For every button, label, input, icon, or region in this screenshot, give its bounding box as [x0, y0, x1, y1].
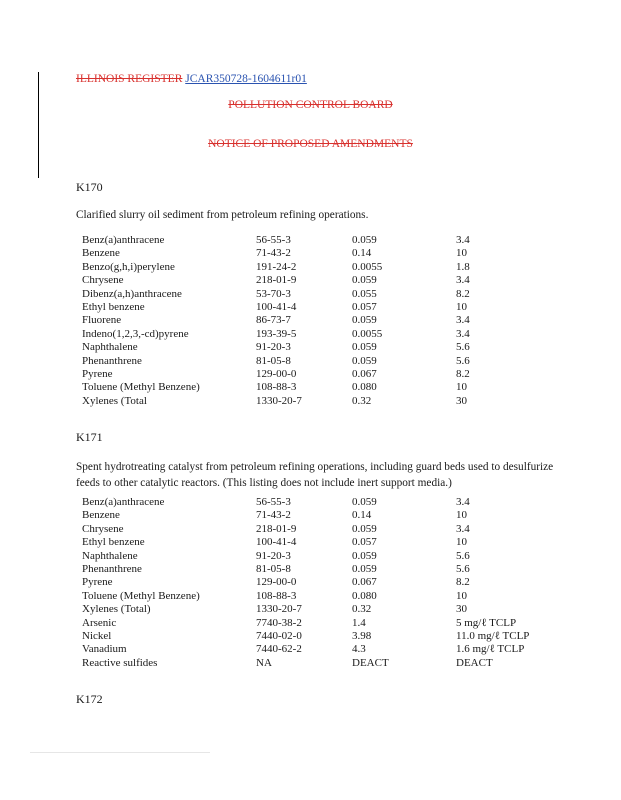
constituent-name: Chrysene [82, 522, 124, 535]
table-row [82, 603, 556, 616]
table-row [82, 590, 556, 603]
table-row [82, 328, 556, 341]
cas-number: 100-41-4 [256, 536, 297, 549]
table-row [82, 247, 556, 260]
waste-code-k170: K170 [76, 180, 103, 194]
nonwastewater-standard: DEACT [456, 656, 493, 669]
nonwastewater-standard: 10 [456, 301, 467, 314]
nonwastewater-standard: 10 [456, 536, 467, 549]
cas-number: 129-00-0 [256, 368, 297, 381]
table-row [82, 274, 556, 287]
cas-number: 1330-20-7 [256, 394, 302, 407]
nonwastewater-standard: 1.8 [456, 260, 470, 273]
wastewater-standard: 0.14 [352, 509, 372, 522]
wastewater-standard: 0.059 [352, 563, 377, 576]
wastewater-standard: 0.059 [352, 549, 377, 562]
nonwastewater-standard: 5.6 [456, 341, 470, 354]
table-row [82, 368, 556, 381]
nonwastewater-standard: 8.2 [456, 287, 470, 300]
cas-number: 129-00-0 [256, 576, 297, 589]
nonwastewater-standard: 10 [456, 589, 467, 602]
wastewater-standard: 0.059 [352, 234, 377, 246]
constituent-name: Pyrene [82, 368, 113, 381]
revision-change-bar [38, 72, 39, 178]
table-row [82, 234, 556, 247]
waste-code-k171: K171 [76, 430, 103, 444]
wastewater-standard: 0.059 [352, 341, 377, 354]
wastewater-standard: 0.057 [352, 536, 377, 549]
table-row [82, 261, 556, 274]
wastewater-standard: 0.32 [352, 603, 372, 616]
constituent-name: Benzo(g,h,i)perylene [82, 260, 175, 273]
table-row [82, 523, 556, 536]
constituent-name: Naphthalene [82, 341, 138, 354]
nonwastewater-standard: 30 [456, 394, 467, 407]
board-header [0, 99, 621, 111]
wastewater-standard: 0.059 [352, 354, 377, 367]
constituent-name: Phenanthrene [82, 354, 142, 367]
nonwastewater-standard: 8.2 [456, 368, 470, 381]
cas-number: 108-88-3 [256, 589, 297, 602]
wastewater-standard: 4.3 [352, 643, 366, 656]
cas-number: 53-70-3 [256, 287, 291, 300]
table-row [82, 314, 556, 327]
nonwastewater-standard: 5 mg/ℓ TCLP [456, 616, 517, 629]
waste-code-k172: K172 [76, 692, 103, 706]
wastewater-standard: 0.055 [352, 287, 377, 300]
nonwastewater-standard: 3.4 [456, 327, 470, 340]
register-deleted-text: ILLINOIS REGISTER [76, 73, 183, 85]
table-row [82, 496, 556, 509]
constituent-name: Benz(a)anthracene [82, 496, 165, 508]
constituent-name: Toluene (Methyl Benzene) [82, 381, 200, 394]
wastewater-standard: 0.080 [352, 589, 377, 602]
cas-number: 218-01-9 [256, 274, 297, 287]
nonwastewater-standard: 10 [456, 247, 467, 260]
waste-description-k170: Clarified slurry oil sediment from petroleum refining operations. [76, 209, 369, 221]
constituent-name: Toluene (Methyl Benzene) [82, 589, 200, 602]
wastewater-standard: 0.067 [352, 368, 377, 381]
wastewater-standard: 0.057 [352, 301, 377, 314]
constituent-name: Ethyl benzene [82, 536, 145, 549]
cas-number: 71-43-2 [256, 509, 291, 522]
nonwastewater-standard: 8.2 [456, 576, 470, 589]
register-inserted-text: JCAR350728-1604611r01 [185, 73, 307, 85]
wastewater-standard: 0.0055 [352, 260, 383, 273]
constituent-name: Benzene [82, 509, 120, 522]
table-row [82, 301, 556, 314]
constituent-name: Xylenes (Total) [82, 603, 151, 616]
nonwastewater-standard: 5.6 [456, 563, 470, 576]
table-row [82, 550, 556, 563]
wastewater-standard: 0.059 [352, 496, 377, 508]
cas-number: 71-43-2 [256, 247, 291, 260]
cas-number: 91-20-3 [256, 341, 291, 354]
wastewater-standard: 1.4 [352, 616, 366, 629]
wastewater-standard: 0.059 [352, 314, 377, 327]
table-row [82, 657, 556, 670]
nonwastewater-standard: 5.6 [456, 354, 470, 367]
cas-number: 56-55-3 [256, 496, 291, 508]
constituent-name: Phenanthrene [82, 563, 142, 576]
table-row [82, 395, 556, 408]
wastewater-standard: 3.98 [352, 630, 372, 643]
constituent-name: Xylenes (Total [82, 394, 147, 407]
constituent-table-k171 [82, 496, 556, 670]
constituent-name: Reactive sulfides [82, 656, 158, 669]
cas-number: 108-88-3 [256, 381, 297, 394]
constituent-table-k170 [82, 234, 556, 408]
constituent-name: Arsenic [82, 616, 117, 629]
constituent-name: Naphthalene [82, 549, 138, 562]
cas-number: 191-24-2 [256, 260, 297, 273]
constituent-name: Chrysene [82, 274, 124, 287]
cas-number: 7440-62-2 [256, 643, 302, 656]
constituent-name: Benzene [82, 247, 120, 260]
table-row [82, 341, 556, 354]
cas-number: 81-05-8 [256, 354, 291, 367]
wastewater-standard: 0.0055 [352, 327, 383, 340]
table-row [82, 509, 556, 522]
nonwastewater-standard: 10 [456, 509, 467, 522]
nonwastewater-standard: 1.6 mg/ℓ TCLP [456, 643, 525, 656]
notice-deleted-text: NOTICE OF PROPOSED AMENDMENTS [208, 138, 413, 150]
nonwastewater-standard: 10 [456, 381, 467, 394]
constituent-name: Nickel [82, 630, 112, 643]
constituent-name: Pyrene [82, 576, 113, 589]
notice-header [0, 138, 621, 150]
nonwastewater-standard: 3.4 [456, 314, 470, 327]
table-row [82, 288, 556, 301]
cas-number: 81-05-8 [256, 563, 291, 576]
cas-number: 56-55-3 [256, 234, 291, 246]
cas-number: NA [256, 656, 272, 669]
wastewater-standard: 0.067 [352, 576, 377, 589]
table-row [82, 576, 556, 589]
board-deleted-text: POLLUTION CONTROL BOARD [228, 99, 393, 111]
constituent-name: Ethyl benzene [82, 301, 145, 314]
table-row [82, 355, 556, 368]
cas-number: 1330-20-7 [256, 603, 302, 616]
nonwastewater-standard: 30 [456, 603, 467, 616]
table-row [82, 381, 556, 394]
nonwastewater-standard: 3.4 [456, 274, 470, 287]
register-header [76, 73, 307, 85]
table-row [82, 643, 556, 656]
wastewater-standard: 0.080 [352, 381, 377, 394]
constituent-name: Fluorene [82, 314, 122, 327]
wastewater-standard: 0.059 [352, 522, 377, 535]
nonwastewater-standard: 3.4 [456, 522, 470, 535]
constituent-name: Benz(a)anthracene [82, 234, 165, 246]
constituent-name: Indeno(1,2,3,-cd)pyrene [82, 327, 189, 340]
footer-rule [30, 752, 210, 753]
cas-number: 218-01-9 [256, 522, 297, 535]
constituent-name: Vanadium [82, 643, 127, 656]
nonwastewater-standard: 11.0 mg/ℓ TCLP [456, 630, 530, 643]
wastewater-standard: 0.14 [352, 247, 372, 260]
cas-number: 7440-02-0 [256, 630, 302, 643]
cas-number: 100-41-4 [256, 301, 297, 314]
table-row [82, 563, 556, 576]
cas-number: 91-20-3 [256, 549, 291, 562]
cas-number: 7740-38-2 [256, 616, 302, 629]
nonwastewater-standard: 3.4 [456, 234, 470, 246]
table-row [82, 617, 556, 630]
waste-description-k171: Spent hydrotreating catalyst from petroleum refining operations, including guard beds used to desulfurize feeds to other catalytic reactors. (This listing does not include inert support media.) [76, 461, 554, 489]
wastewater-standard: 0.059 [352, 274, 377, 287]
wastewater-standard: DEACT [352, 656, 389, 669]
table-row [82, 536, 556, 549]
nonwastewater-standard: 5.6 [456, 549, 470, 562]
nonwastewater-standard: 3.4 [456, 496, 470, 508]
wastewater-standard: 0.32 [352, 394, 372, 407]
table-row [82, 630, 556, 643]
cas-number: 193-39-5 [256, 327, 297, 340]
constituent-name: Dibenz(a,h)anthracene [82, 287, 182, 300]
cas-number: 86-73-7 [256, 314, 291, 327]
